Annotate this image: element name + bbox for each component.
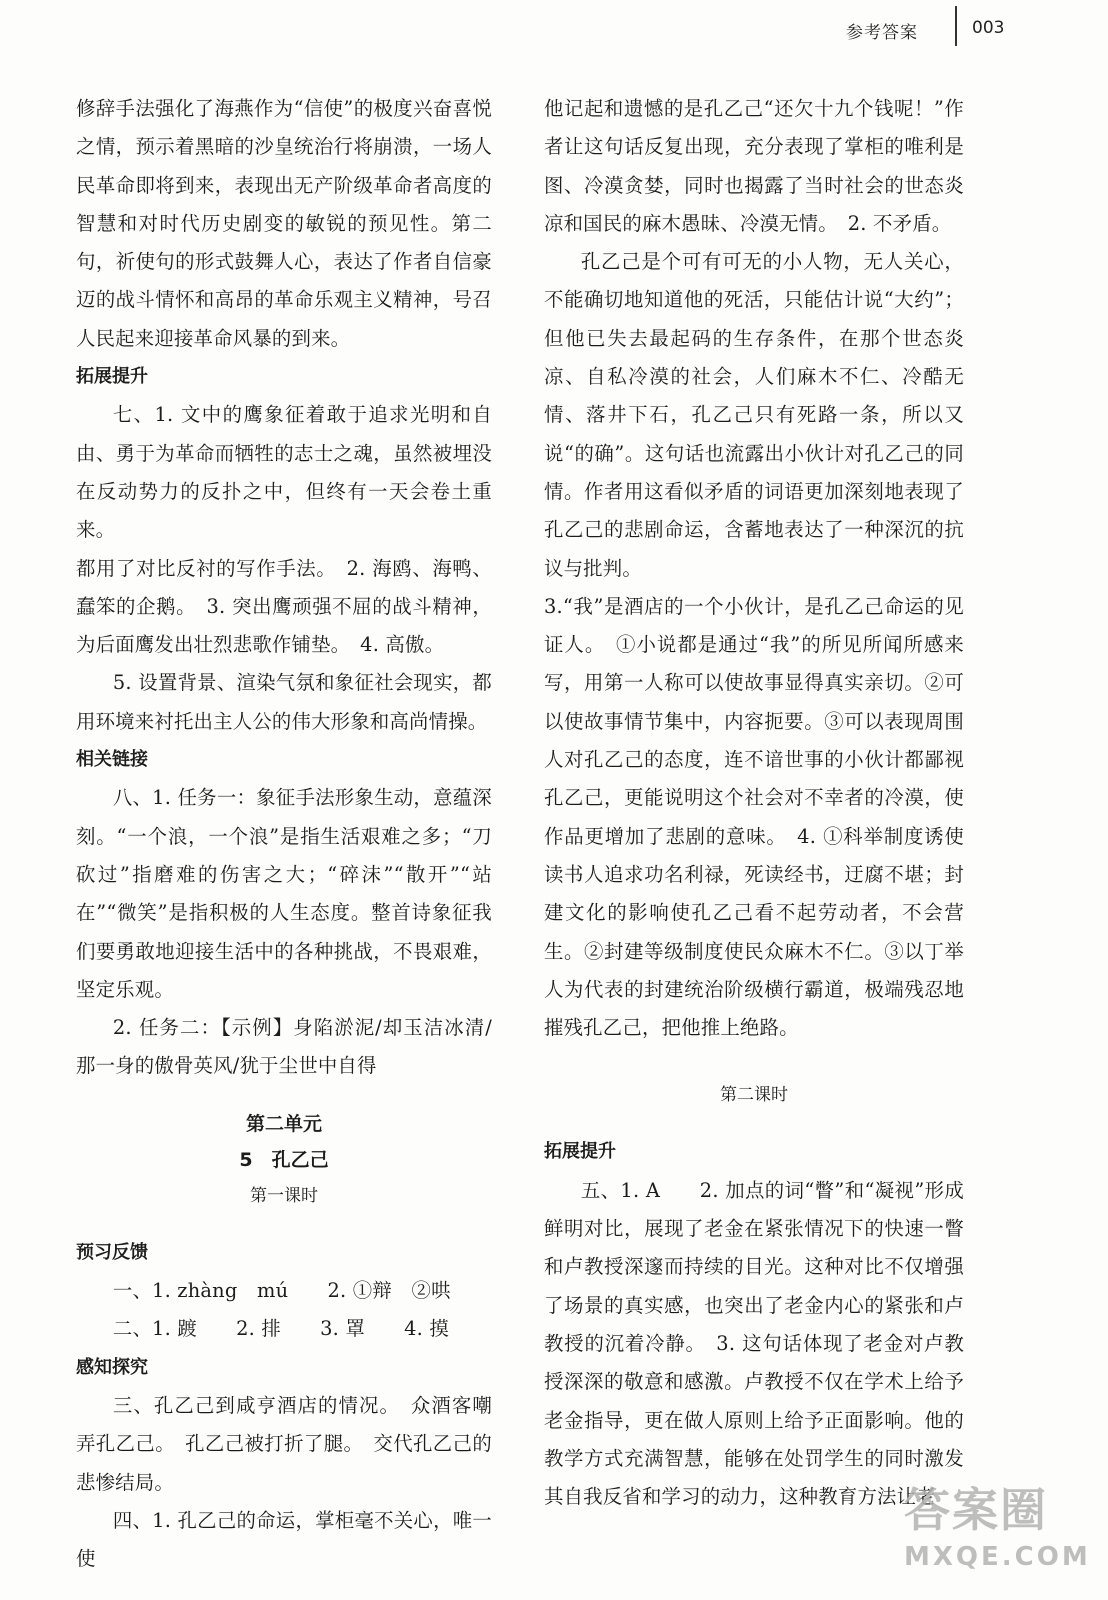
right-para-4: 五、1. A 2. 加点的词“瞥”和“凝视”形成鲜明对比，展现了老金在紧张情况下的快速一瞥和卢教授深邃而持续的目光。这种对比不仅增强了场景的真实感，也突出了老金内心的紧张和卢教授的沉着冷静。 3. 这句话体现了老金对卢教授深深的敬意和感激。卢教授不仅在学术上给予老金指导，更在做人原则上给予正面影响。他的教学方式充满智慧，能够在处罚学生的同时激发其自我反省和学习的动力，这种教育方法让老 [544,1178,964,1509]
left-para-6: 2. 任务二：【示例】身陷淤泥/却玉洁冰清/那一身的傲骨英风/犹于尘世中自得 [76,1016,492,1078]
right-column [544,90,964,1516]
watermark-logo [904,1474,1094,1592]
unit-title: 第二单元 [245,1112,322,1135]
preview-line-1: 一、1. zhàng mú 2. ①辩 ②哄 [112,1279,451,1303]
left-column [76,90,492,1578]
watermark-url: MXQE.COM [904,1542,1091,1572]
header-section-label: 参考答案 [846,23,918,43]
watermark-text: 答案圈 [904,1483,1048,1537]
page-number: 003 [972,18,1005,38]
heading-preview: 预习反馈 [76,1241,148,1263]
heading-extend-right: 拓展提升 [544,1141,616,1163]
period-1-title: 第一课时 [250,1185,318,1206]
left-para-7: 三、孔乙己到咸亨酒店的情况。 众酒客嘲弄孔乙己。 孔乙己被打折了腿。 交代孔乙己的悲惨结局。 [76,1393,492,1494]
right-para-3: 3.“我”是酒店的一个小伙计，是孔乙己命运的见证人。 ①小说都是通过“我”的所见所闻所感来写，用第一人称可以使故事显得真实亲切。②可以使故事情节集中，内容扼要。③可以表现周围人对孔乙己的态度，连不谙世事的小伙计都鄙视孔乙己，更能说明这个社会对不幸者的冷漠，使作品更增加了悲剧的意味。 4. ①科举制度诱使读书人追求功名利禄，死读经书，迂腐不堪；封建文化的影响使孔乙己看不起劳动者，不会营生。②封建等级制度使民众麻木不仁。③以丁举人为代表的封建统治阶级横行霸道，极端残忍地摧残孔乙己，把他推上绝路。 [544,594,964,1040]
left-para-1: 修辞手法强化了海燕作为“信使”的极度兴奋喜悦之情，预示着黑暗的沙皇统治行将崩溃，一场人民革命即将到来，表现出无产阶级革命者高度的智慧和对时代历史剧变的敏锐的预见性。第二句，祈使句的形式鼓舞人心，表达了作者自信豪迈的战斗情怀和高昂的革命乐观主义精神，号召人民起来迎接革命风暴的到来。 [76,97,492,350]
left-para-3: 都用了对比反衬的写作手法。 2. 海鸥、海鸭、蠢笨的企鹅。 3. 突出鹰顽强不屈的战斗精神，为后面鹰发出壮烈悲歌作铺垫。 4. 高傲。 [76,556,492,657]
period-2-title: 第二课时 [720,1085,788,1106]
left-para-2: 七、1. 文中的鹰象征着敢于追求光明和自由、勇于为革命而牺牲的志士之魂，虽然被埋没在反动势力的反扑之中，但终有一天会卷土重来。 [76,403,492,542]
heading-extend-left: 拓展提升 [76,366,148,388]
right-para-1: 他记起和遗憾的是孔乙己“还欠十九个钱呢！”作者让这句话反复出现，充分表现了掌柜的唯利是图、冷漠贪婪，同时也揭露了当时社会的世态炎凉和国民的麻木愚昧、冷漠无情。 2. 不矛盾。 [544,97,964,235]
left-para-8: 四、1. 孔乙己的命运，掌柜毫不关心，唯一使 [76,1508,492,1571]
heading-explore: 感知探究 [76,1356,148,1378]
preview-line-2: 二、1. 踱 2. 排 3. 罩 4. 摸 [112,1317,450,1341]
left-para-4: 5. 设置背景、渲染气氛和象征社会现实，都用环境来衬托出主人公的伟大形象和高尚情操。 [76,671,492,733]
heading-link: 相关链接 [76,749,148,771]
header-divider [955,6,957,46]
right-para-2: 孔乙己是个可有可无的小人物，无人关心，不能确切地知道他的死活，只能估计说“大约”；但他已失去最起码的生存条件，在那个世态炎凉、自私冷漠的社会，人们麻木不仁、冷酷无情、落井下石，孔乙己只有死路一条，所以又说“的确”。这句话也流露出小伙计对孔乙己的同情。作者用这看似矛盾的词语更加深刻地表现了孔乙己的悲剧命运，含蓄地表达了一种深沉的抗议与批判。 [544,250,964,580]
left-para-5: 八、1. 任务一：象征手法形象生动，意蕴深刻。“一个浪，一个浪”是指生活艰难之多；“刀砍过”指磨难的伤害之大；“碎沫”“散开”“站在”“微笑”是指积极的人生态度。整首诗象征我们要勇敢地迎接生活中的各种挑战，不畏艰难，坚定乐观。 [76,786,492,1001]
lesson-title: 5 孔乙己 [239,1148,329,1171]
